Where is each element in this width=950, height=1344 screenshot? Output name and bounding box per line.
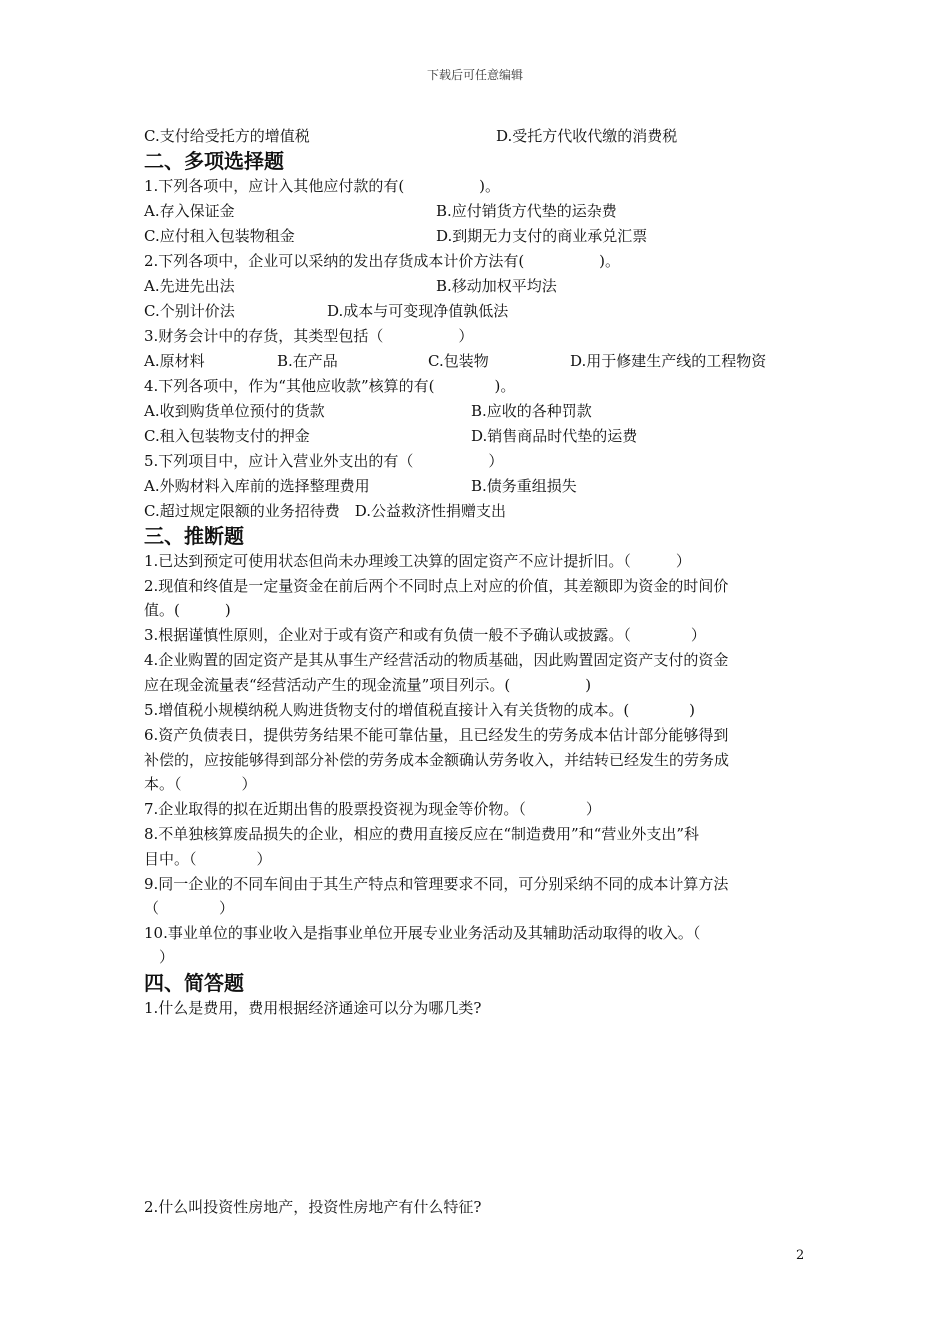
option-b: B.债务重组损失 [471, 477, 577, 495]
option-b: B.应收的各种罚款 [471, 402, 592, 420]
option-a: A.外购材料入库前的选择整理费用 [144, 477, 370, 495]
option-b: B.应付销货方代垫的运杂费 [436, 202, 617, 220]
statement-line: 6.资产负债表日，提供劳务结果不能可靠估量，且已经发生的劳务成本估计部分能够得到 [144, 726, 729, 744]
option-b: B.在产品 [277, 352, 338, 370]
statement-line: 5.增值税小规模纳税人购进货物支付的增值税直接计入有关货物的成本。( ) [144, 701, 696, 719]
question-text: 3.财务会计中的存货，其类型包括（ ） [144, 327, 474, 345]
statement-line: 3.根据谨慎性原则，企业对于或有资产和或有负债一般不予确认或披露。（ ） [144, 626, 706, 644]
page-number: 2 [796, 1248, 805, 1263]
statement-line: 补偿的，应按能够得到部分补偿的劳务成本金额确认劳务收入，并结转已经发生的劳务成 [144, 751, 730, 769]
short-answer-question: 1.什么是费用，费用根据经济通途可以分为哪几类? [144, 999, 482, 1017]
option-c: C.包装物 [428, 352, 489, 370]
option-c: C.应付租入包装物租金 [144, 227, 295, 245]
page-header: 下载后可任意编辑 [426, 68, 523, 82]
option-c: C.支付给受托方的增值税 [144, 127, 310, 145]
statement-line: 4.企业购置的固定资产是其从事生产经营活动的物质基础，因此购置固定资产支付的资金 [144, 651, 729, 669]
option-a: A.先进先出法 [144, 277, 235, 295]
statement-line: 1.已达到预定可使用状态但尚未办理竣工决算的固定资产不应计提折旧。（ ） [144, 552, 691, 570]
option-b: B.移动加权平均法 [436, 277, 557, 295]
option-d: D.到期无力支付的商业承兑汇票 [436, 227, 648, 245]
option-cd: C.超过规定限额的业务招待费 D.公益救济性捐赠支出 [144, 502, 506, 520]
statement-line: 本。（ ） [144, 775, 257, 793]
section-heading: 三、推断题 [144, 524, 244, 548]
statement-line: 值。( ) [144, 601, 231, 619]
option-a: A.存入保证金 [144, 202, 235, 220]
question-text: 4.下列各项中，作为“其他应收款”核算的有( )。 [144, 377, 516, 395]
option-c: C.租入包装物支付的押金 [144, 427, 310, 445]
question-text: 1.下列各项中，应计入其他应付款的有( )。 [144, 177, 501, 195]
question-text: 2.下列各项中，企业可以采纳的发出存货成本计价方法有( )。 [144, 252, 621, 270]
statement-line: ） [144, 948, 175, 966]
option-a: A.原材料 [144, 352, 205, 370]
statement-line: 7.企业取得的拟在近期出售的股票投资视为现金等价物。（ ） [144, 800, 601, 818]
option-d: D.用于修建生产线的工程物资 [570, 352, 767, 370]
statement-line: （ ） [144, 899, 235, 917]
option-d: D.受托方代收代缴的消费税 [496, 127, 678, 145]
statement-line: 应在现金流量表“经营活动产生的现金流量”项目列示。( ) [144, 676, 592, 694]
option-c: C.个别计价法 [144, 302, 235, 320]
statement-line: 9.同一企业的不同车间由于其生产特点和管理要求不同，可分别采纳不同的成本计算方法 [144, 875, 729, 893]
statement-line: 目中。（ ） [144, 850, 272, 868]
statement-line: 8.不单独核算废品损失的企业，相应的费用直接反应在“制造费用”和“营业外支出”科 [144, 825, 699, 843]
option-d: D.销售商品时代垫的运费 [471, 427, 638, 445]
option-d: D.成本与可变现净值孰低法 [327, 302, 509, 320]
option-a: A.收到购货单位预付的货款 [144, 402, 325, 420]
statement-line: 2.现值和终值是一定量资金在前后两个不同时点上对应的价值，其差额即为资金的时间价 [144, 577, 729, 595]
section-heading: 二、多项选择题 [144, 149, 284, 173]
short-answer-question: 2.什么叫投资性房地产，投资性房地产有什么特征? [144, 1198, 482, 1216]
section-heading: 四、简答题 [144, 971, 244, 995]
statement-line: 10.事业单位的事业收入是指事业单位开展专业业务活动及其辅助活动取得的收入。（ [144, 924, 701, 942]
question-text: 5.下列项目中，应计入营业外支出的有（ ） [144, 452, 504, 470]
